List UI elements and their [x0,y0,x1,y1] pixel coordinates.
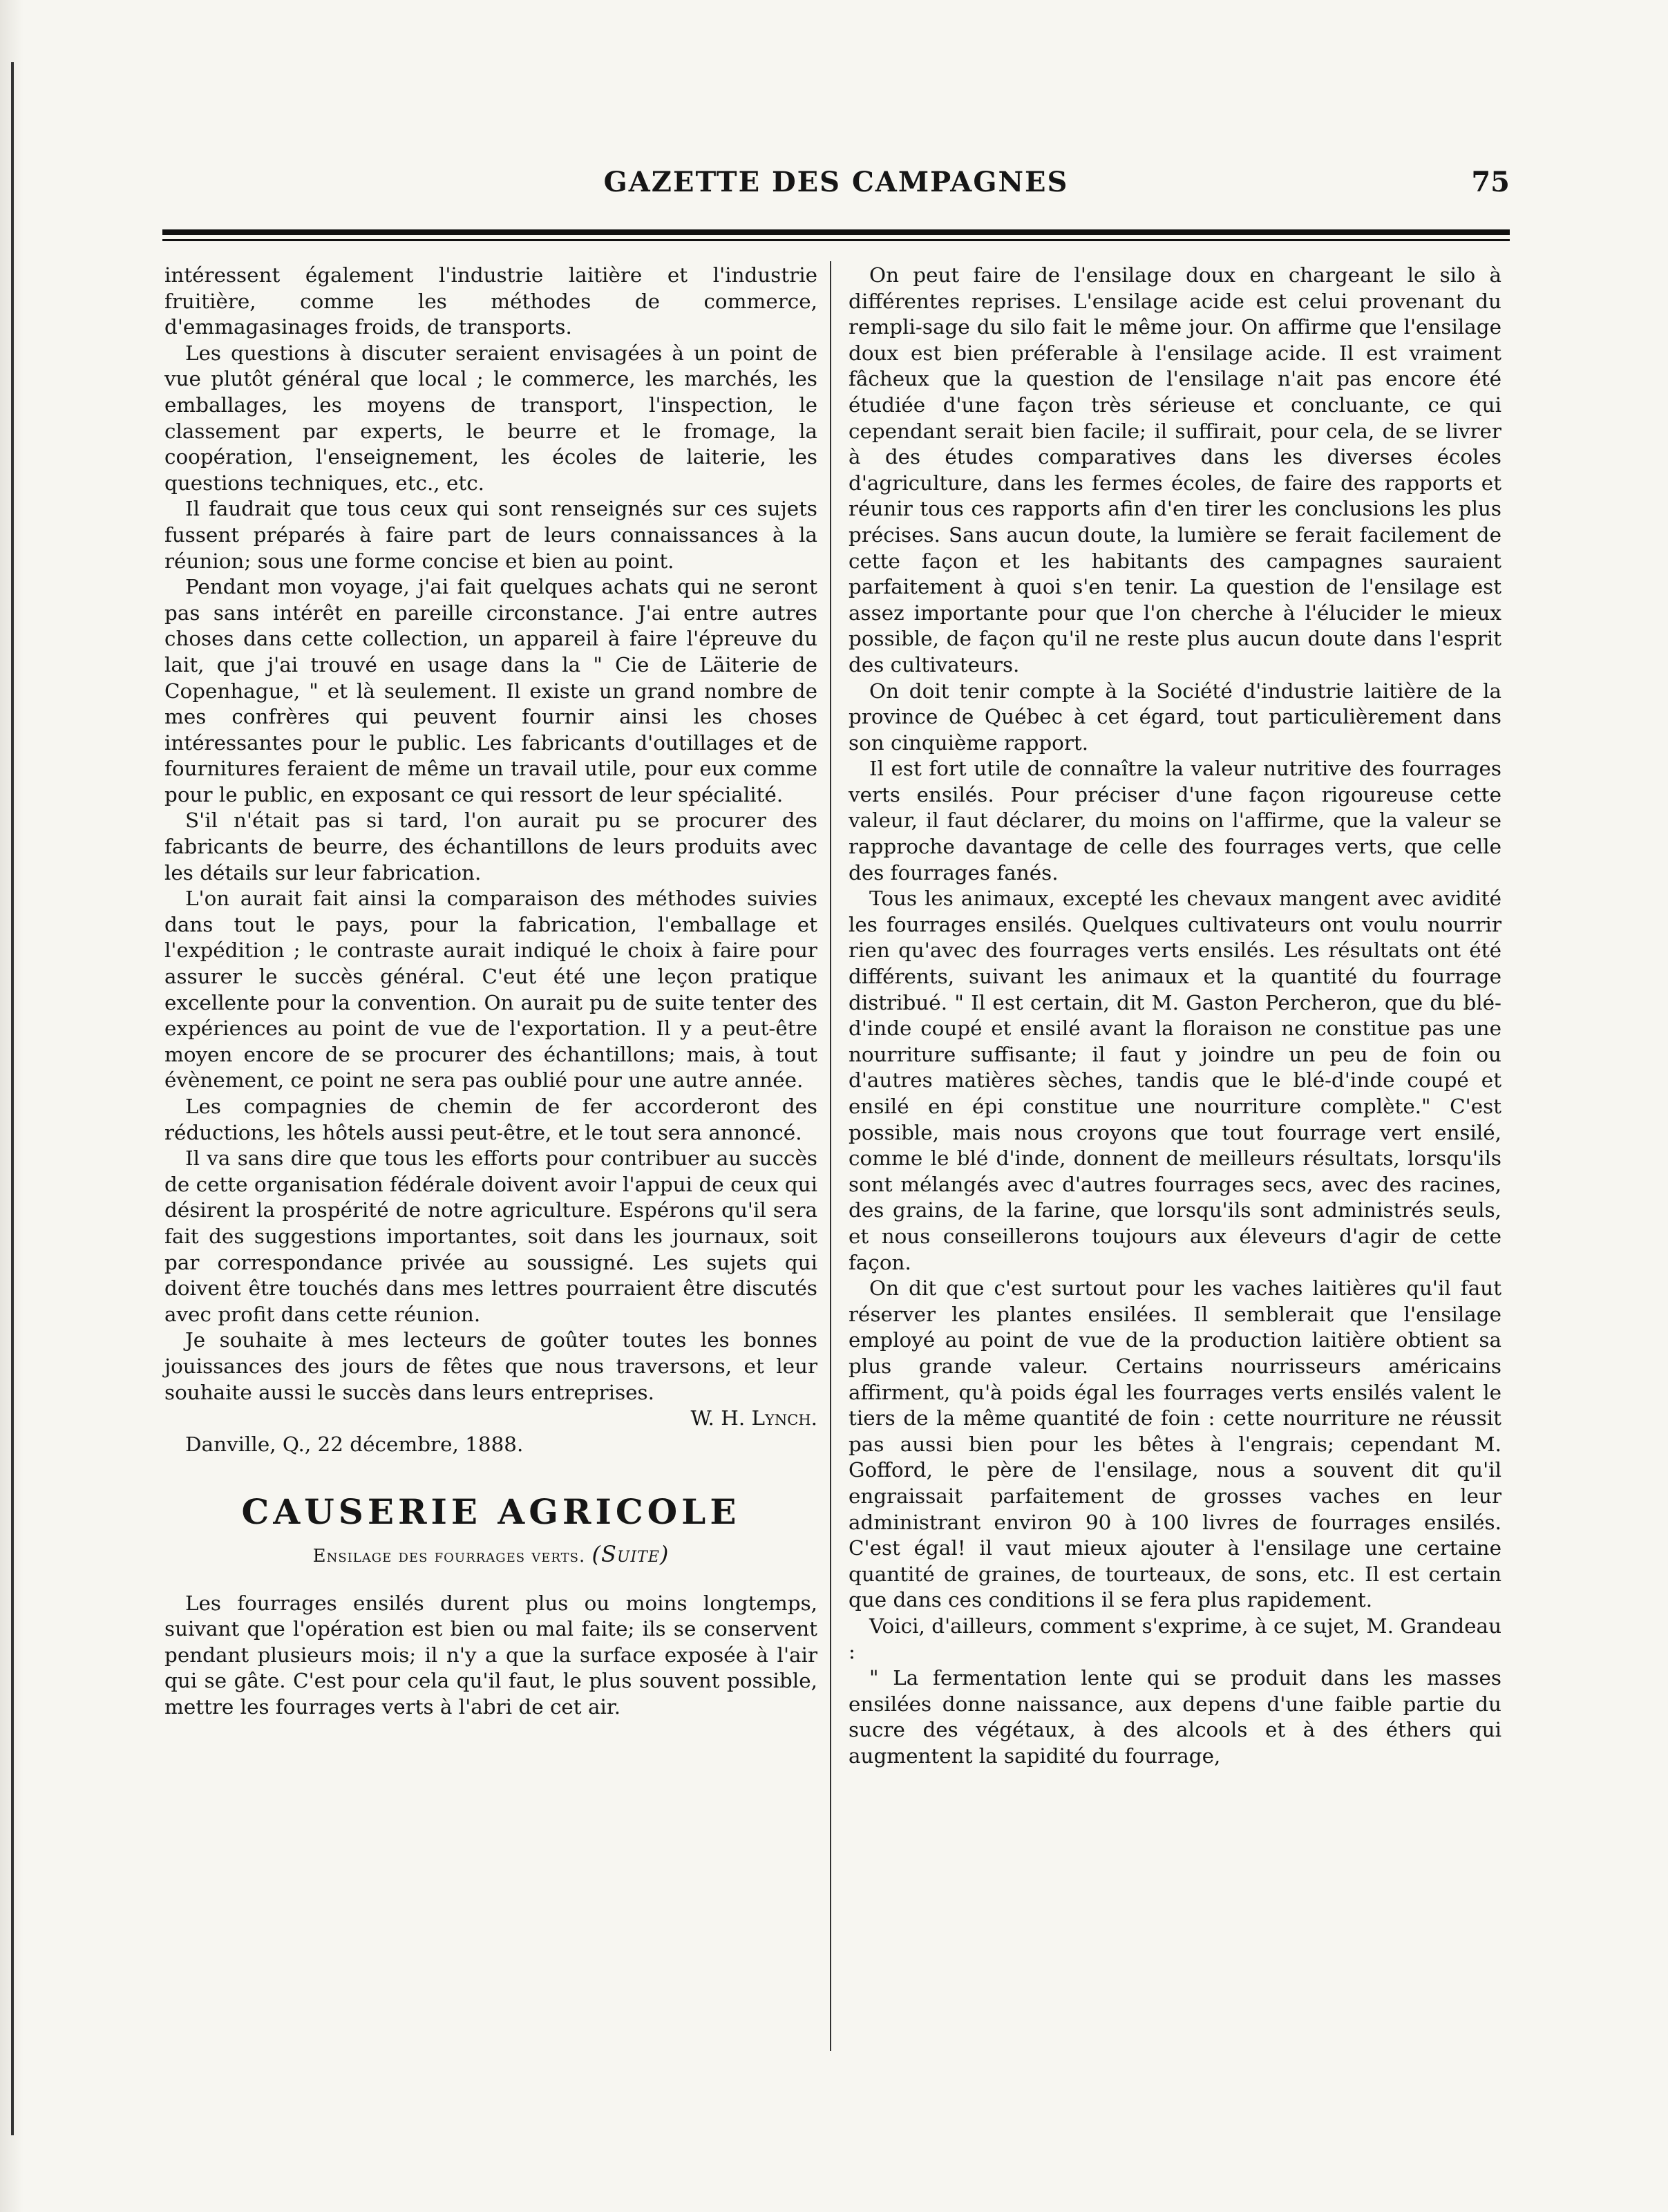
paragraph: S'il n'était pas si tard, l'on aurait pu se procurer des fabricants de beurre, des échantillons de leurs produits avec les détails sur leur fabrication. [164,809,817,885]
paragraph: Voici, d'ailleurs, comment s'exprime, à ce sujet, M. Grandeau : [849,1614,1501,1664]
right-column [849,263,1501,1769]
author-signature: W. H. Lynch. [690,1406,817,1430]
section-title: CAUSERIE AGRICOLE [241,1491,741,1533]
paragraph: Les compagnies de chemin de fer accorderont des réductions, les hôtels aussi peut-être, et le tout sera annoncé. [164,1095,817,1144]
paragraph: On peut faire de l'ensilage doux en chargeant le silo à différentes reprises. L'ensilage acide est celui provenant du rempli-sage du silo fait le même jour. On affirme que l'ensilage doux est bien préferable à l'ensilage acide. Il est vraiment fâcheux que la question de l'ensilage n'ait pas encore été étudiée d'une façon très sérieuse et concluante, ce qui cependant serait bien facile; il suffirait, pour cela, de se livrer à des études comparatives dans les diverses écoles d'agriculture, dans les fermes écoles, de faire des rapports et réunir tous ces rapports afin d'en tirer les conclusions les plus précises. Sans aucun doute, la lumière se ferait facilement de cette façon et les habitants des campagnes sauraient parfaitement à quoi s'en tenir. La question de l'ensilage est assez importante pour que l'on cherche à l'élucider le mieux possible, de façon qu'il ne reste plus aucun doute dans l'esprit des cultivateurs. [849,263,1501,677]
header-rule-thick [162,229,1510,235]
column-divider [830,261,831,2051]
paragraph: Les fourrages ensilés durent plus ou moins longtemps, suivant que l'opération est bien ou mal faite; ils se conservent pendant plusieurs mois; il n'y a que la surface exposée à l'air qui se gâte. C'est pour cela qu'il faut, le plus souvent possible, mettre les fourrages verts à l'abri de cet air. [164,1591,817,1719]
section-subtitle-suffix: (Suite) [591,1540,670,1567]
section-subtitle-text: Ensilage des fourrages verts. [312,1545,586,1567]
newspaper-title: GAZETTE DES CAMPAGNES [603,166,1069,198]
paragraph: Tous les animaux, excepté les chevaux mangent avec avidité les fourrages ensilés. Quelques cultivateurs ont voulu nourrir rien qu'avec des fourrages verts ensilés. Les résultats ont été différents, suivant les animaux et la quantité du fourrage distribué. " Il est certain, dit M. Gaston Percheron, que du blé-d'inde coupé et ensilé avant la floraison ne constitue pas une nourriture suffisante; il faut y joindre un peu de foin ou d'autres matières sèches, tandis que le blé-d'inde coupé et ensilé en épi constitue une nourriture complète." C'est possible, mais nous croyons que tout fourrage vert ensilé, comme le blé d'inde, donnent de meilleurs résultats, lorsqu'ils sont mélangés avec d'autres fourrages secs, avec des racines, des grains, de la farine, que lorsqu'ils sont administrés seuls, et nous conseillerons toujours aux éleveurs d'agir de cette façon. [849,887,1501,1274]
paragraph: Pendant mon voyage, j'ai fait quelques achats qui ne seront pas sans intérêt en pareille circonstance. J'ai entre autres choses dans cette collection, un appareil à faire l'épreuve du lait, que j'ai trouvé en usage dans la " Cie de Läiterie de Copenhague, " et là seulement. Il existe un grand nombre de mes confrères qui peuvent fournir ainsi les choses intéressantes pour le public. Les fabricants d'outillages et de fournitures feraient de même un travail utile, pour eux comme pour le public, en exposant ce qui ressort de leur spécialité. [164,575,817,806]
paragraph: " La fermentation lente qui se produit dans les masses ensilées donne naissance, aux depens d'une faible partie du sucre des végétaux, à des alcools et à des éthers qui augmentent la sapidité du fourrage, [849,1666,1501,1768]
paragraph: Les questions à discuter seraient envisagées à un point de vue plutôt général que local ; le commerce, les marchés, les emballages, les moyens de transport, l'inspection, le classement par experts, le beurre et le fromage, la coopération, l'enseignement, les écoles de laiterie, les questions techniques, etc., etc. [164,341,817,495]
paragraph: Il est fort utile de connaître la valeur nutritive des fourrages verts ensilés. Pour préciser d'une façon rigoureuse cette valeur, il faut déclarer, du moins on l'affirme, que la valeur se rapproche davantage de celle des fourrages verts, que celle des fourrages fanés. [849,757,1501,885]
binding-line [11,62,14,2135]
section-subtitle [164,1542,817,1570]
paragraph: intéressent également l'industrie laitière et l'industrie fruitière, comme les méthodes de commerce, d'emmagasinages froids, de transports. [164,263,817,339]
page-spine-edge [0,0,23,2212]
paragraph: On doit tenir compte à la Société d'industrie laitière de la province de Québec à cet égard, tout particulièrement dans son cinquième rapport. [849,679,1501,755]
dateline: Danville, Q., 22 décembre, 1888. [185,1432,524,1456]
paragraph: Il va sans dire que tous les efforts pour contribuer au succès de cette organisation fédérale doivent avoir l'appui de ceux qui désirent la prospérité de notre agriculture. Espérons qu'il sera fait des suggestions importantes, soit dans les journaux, soit par correspondance privée au soussigné. Les sujets qui doivent être touchés dans mes lettres pourraient être discutés avec profit dans cette réunion. [164,1146,817,1326]
page-number: 75 [1471,166,1510,198]
paragraph: On dit que c'est surtout pour les vaches laitières qu'il faut réserver les plantes ensilées. Il semblerait que l'ensilage employé au point de vue de la production laitière obtient sa plus grande valeur. Certains nourrisseurs américains affirment, qu'à poids égal les fourrages verts ensilés valent le tiers de la même quantité de foin : cette nourriture ne réussit pas aussi bien pour les bêtes à l'engrais; cependant M. Gofford, le père de l'ensilage, nous a souvent dit qu'il engraissait parfaitement de grosses vaches en leur administrant environ 90 à 100 livres de fourrages ensilés. C'est égal! il vaut mieux ajouter à l'ensilage une certaine quantité de graines, de tourteaux, de sons, etc. Il est certain que dans ces conditions il se fera plus rapidement. [849,1276,1501,1612]
paragraph: Il faudrait que tous ceux qui sont renseignés sur ces sujets fussent préparés à faire part de leurs connaissances à la réunion; sous une forme concise et bien au point. [164,497,817,573]
left-column [164,263,817,1720]
header-rule-thin [162,239,1510,241]
paragraph: L'on aurait fait ainsi la comparaison des méthodes suivies dans tout le pays, pour la fabrication, l'emballage et l'expédition ; le contraste aurait indiqué le choix à faire pour assurer le succès général. C'eut été une leçon pratique excellente pour la convention. On aurait pu de suite tenter des expériences au point de vue de l'exportation. Il y a peut-être moyen encore de se procurer des échantillons; mais, à tout évènement, ce point ne sera pas oublié pour une autre année. [164,887,817,1093]
paragraph: Je souhaite à mes lecteurs de goûter toutes les bonnes jouissances des jours de fêtes que nous traversons, et leur souhaite aussi le succès dans leurs entreprises. [164,1328,817,1404]
page-header [162,166,1510,214]
